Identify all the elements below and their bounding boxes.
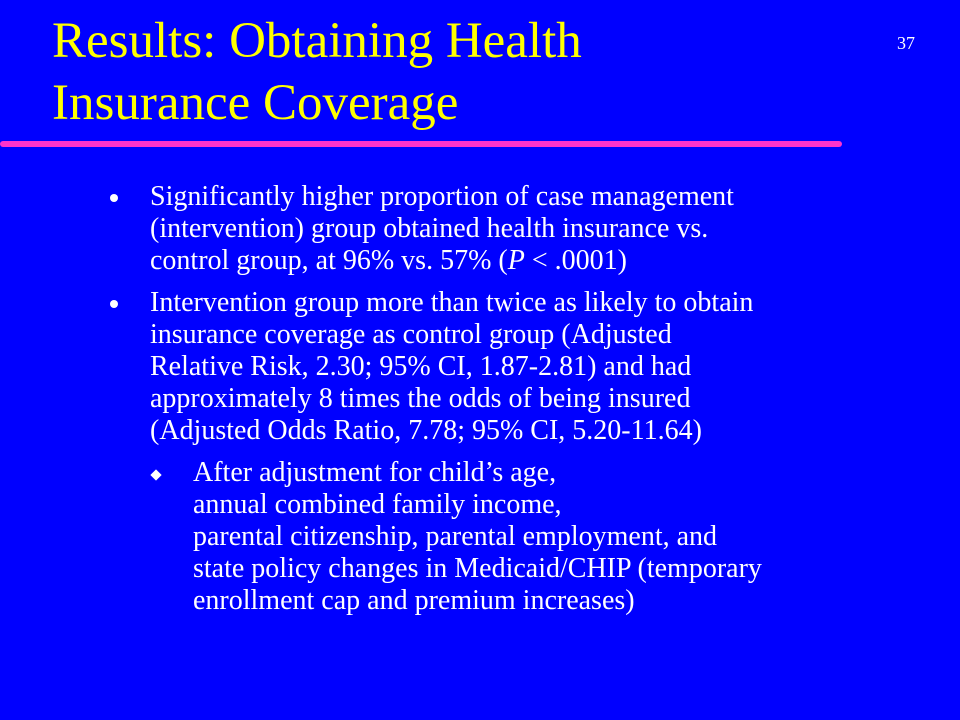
sub-bullet-text-line: After adjustment for child’s age,: [193, 457, 557, 488]
bullet-text-line: Significantly higher proportion of case management: [150, 181, 734, 212]
sub-bullet-text-line: state policy changes in Medicaid/CHIP (temporary: [193, 553, 762, 584]
bullet-text-segment: control group, at 96% vs. 57% (: [150, 245, 508, 276]
bullet-dot-icon: [110, 194, 118, 202]
bullet-item-proportion: [110, 181, 930, 277]
title-divider: [0, 141, 842, 147]
bullet-text-line: approximately 8 times the odds of being insured: [150, 383, 691, 414]
bullet-text-segment: < .0001): [524, 245, 627, 276]
bullet-text-line: (Adjusted Odds Ratio, 7.78; 95% CI, 5.20-11.64): [150, 415, 702, 446]
bullet-text-line: (intervention) group obtained health insurance vs.: [150, 213, 709, 244]
bullet-text-line: Relative Risk, 2.30; 95% CI, 1.87-2.81) and had: [150, 351, 692, 382]
slide-title: [52, 10, 832, 134]
sub-bullet-text-line: annual combined family income,: [193, 489, 562, 520]
bullet-text-line: Intervention group more than twice as likely to obtain: [150, 287, 754, 318]
sub-bullet-diamond-icon: [150, 469, 161, 480]
p-value-symbol: P: [507, 245, 525, 276]
slide-number: 37: [897, 33, 915, 53]
bullet-list: [110, 181, 930, 617]
slide-title-line-1: Results: Obtaining Health: [52, 13, 582, 69]
sub-bullet-text-line: enrollment cap and premium increases): [193, 585, 635, 616]
bullet-text-line: insurance coverage as control group (Adjusted: [150, 319, 672, 350]
bullet-text-line: [150, 245, 930, 277]
bullet-item-relative-risk: [110, 287, 930, 447]
sub-bullet-text-line: parental citizenship, parental employment, and: [193, 521, 718, 552]
slide-title-line-2: Insurance Coverage: [52, 75, 459, 131]
sub-bullet-adjustment: [150, 457, 930, 617]
bullet-dot-icon: [110, 300, 118, 308]
